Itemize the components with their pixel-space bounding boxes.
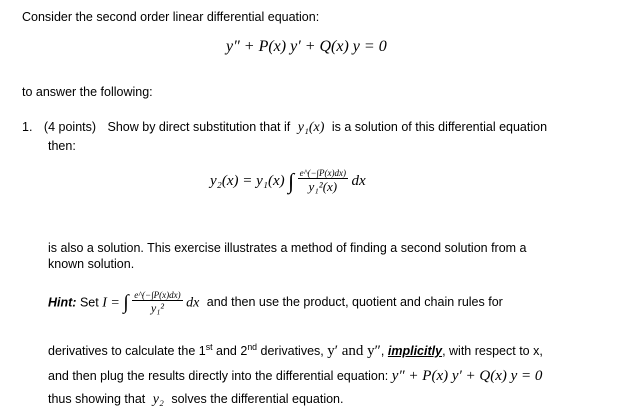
hint-line2-a: derivatives to calculate the 1 xyxy=(48,344,206,358)
problem-line-1 xyxy=(22,120,547,136)
hint-integral: ∫ xyxy=(123,291,129,314)
formula-fraction xyxy=(298,168,348,195)
formula-integral: ∫ xyxy=(288,168,295,194)
hint-line-2 xyxy=(48,343,543,360)
y2-formula xyxy=(210,168,366,195)
hint-line2-e: , with respect to x, xyxy=(442,344,543,358)
hint-label: Hint: xyxy=(48,295,77,310)
hint-line4-a: thus showing that xyxy=(48,392,146,406)
hint-fraction xyxy=(132,290,182,316)
hint-line2-sup2: nd xyxy=(247,341,258,352)
hint-numerator: e^(−∫P(x)dx) xyxy=(134,290,181,300)
hint-line4-b: solves the differential equation. xyxy=(171,392,344,406)
hint-line4-y2: y₂ xyxy=(152,392,164,407)
hint-line-4 xyxy=(48,392,343,408)
hint-line-1 xyxy=(48,290,503,316)
hint-line2-d: , xyxy=(380,344,385,358)
main-equation: y″ + P(x) y′ + Q(x) y = 0 xyxy=(226,38,387,55)
hint-line2-c: derivatives, xyxy=(257,344,324,358)
problem-text-after: is a solution of this differential equation xyxy=(331,120,548,134)
hint-line3-text: and then plug the results directly into the differential equation: xyxy=(48,369,389,383)
problem-points: (4 points) xyxy=(43,120,97,134)
formula-denominator: y₁²(x) xyxy=(308,179,338,194)
hint-denominator: y₁² xyxy=(150,301,164,315)
hint-expr-lhs: I = xyxy=(102,295,120,311)
hint-dx: dx xyxy=(186,295,200,311)
hint-set-text: Set xyxy=(79,295,99,310)
formula-numerator: e^(−∫P(x)dx) xyxy=(299,168,346,178)
problem-text-before: Show by direct substitution that if xyxy=(107,120,291,134)
hint-line-3 xyxy=(48,368,542,385)
formula-dx: dx xyxy=(351,172,366,189)
answer-lead: to answer the following: xyxy=(22,85,153,99)
hint-line3-equation: y″ + P(x) y′ + Q(x) y = 0 xyxy=(391,368,543,384)
problem-line-2: then: xyxy=(48,139,76,153)
intro-text: Consider the second order linear differential equation: xyxy=(22,10,320,24)
problem-number: 1. xyxy=(22,120,33,134)
hint-line2-sup1: st xyxy=(205,341,213,352)
hint-implicitly: implicitly xyxy=(387,344,443,358)
explanation-line-1: is also a solution. This exercise illustrates a method of finding a second solution from a xyxy=(48,241,527,255)
problem-y1: y₁(x) xyxy=(297,120,325,135)
hint-line2-b: and 2 xyxy=(212,344,248,358)
hint-line2-math: y′ and y″ xyxy=(327,343,381,359)
formula-lhs: y₂(x) = y₁(x) xyxy=(210,172,285,189)
explanation-line-2: known solution. xyxy=(48,257,135,271)
hint-after-expr: and then use the product, quotient and chain rules for xyxy=(206,295,503,310)
